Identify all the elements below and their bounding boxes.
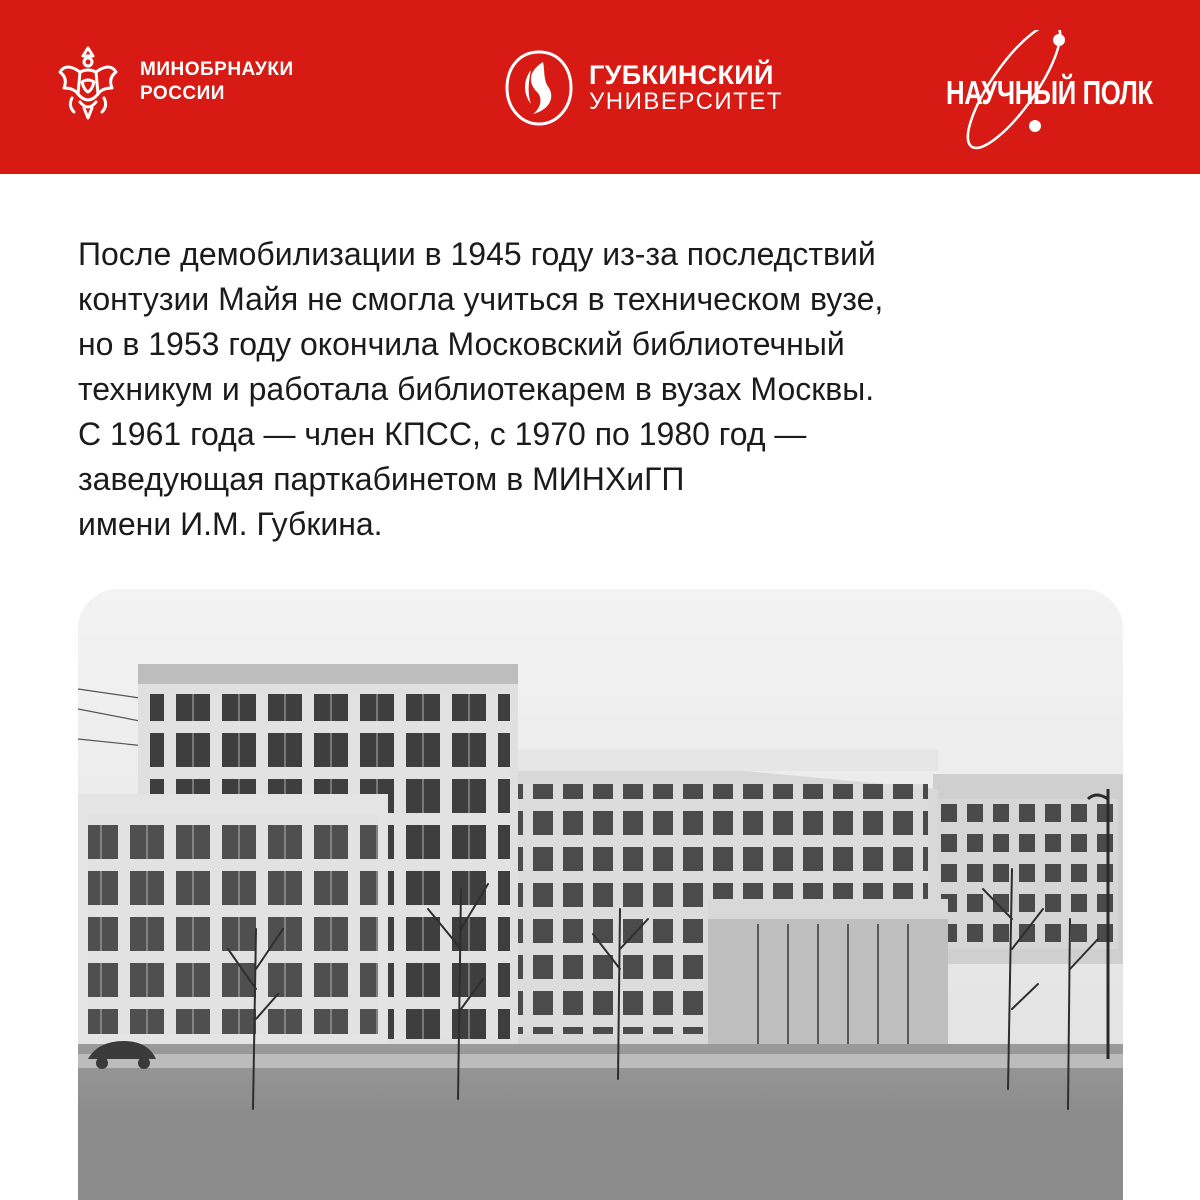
article-line: После демобилизации в 1945 году из-за последствий <box>78 236 876 272</box>
article-line: заведующая парткабинетом в МИНХиГП <box>78 461 685 497</box>
flame-emblem-icon <box>503 48 575 128</box>
article-line: но в 1953 году окончила Московский библиотечный <box>78 326 845 362</box>
university-name-line1: ГУБКИНСКИЙ <box>589 60 774 90</box>
ministry-name-line2: РОССИИ <box>140 83 225 104</box>
article-line: контузии Майя не смогла учиться в техническом вузе, <box>78 281 884 317</box>
article-line: С 1961 года — член КПСС, с 1970 по 1980 год — <box>78 416 807 452</box>
university-name-line2: УНИВЕРСИТЕТ <box>589 88 783 115</box>
header-bar <box>0 0 1200 174</box>
archive-photo <box>78 589 1123 1200</box>
article-paragraph <box>78 232 1138 547</box>
article-line: техникум и работала библиотекарем в вузах Москвы. <box>78 371 875 407</box>
article-line: имени И.М. Губкина. <box>78 506 383 542</box>
building-photo-illustration <box>78 589 1123 1200</box>
ministry-logo[interactable] <box>58 42 294 122</box>
university-logo[interactable] <box>503 48 783 128</box>
ministry-name-line1: МИНОБРНАУКИ <box>140 59 294 80</box>
eagle-emblem-icon <box>58 42 118 122</box>
scientific-regiment-logo[interactable] <box>944 30 1153 150</box>
project-name: НАУЧНЫЙ ПОЛК <box>946 74 1153 111</box>
